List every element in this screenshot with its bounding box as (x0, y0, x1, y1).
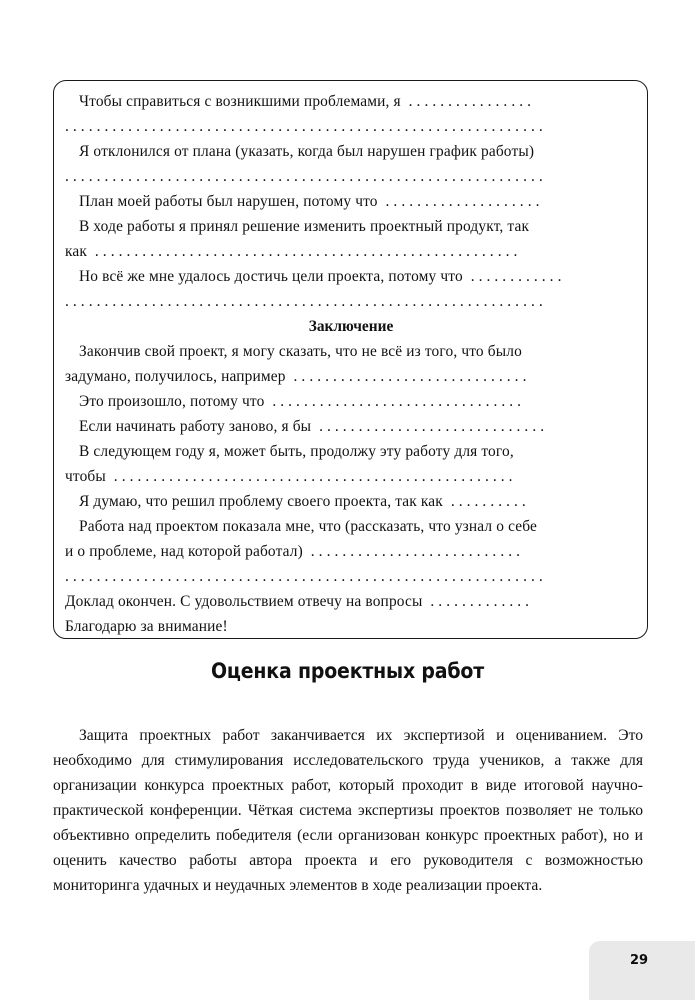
worksheet-prompt-line (65, 614, 637, 639)
worksheet-leader-dots: ........................... (302, 543, 525, 560)
worksheet-leader-dots: ............. (422, 593, 534, 610)
worksheet-prompt-text: Закончив свой проект, я могу сказать, что не всё из того, что было (79, 343, 522, 360)
worksheet-leader-dots: ............................. (311, 418, 549, 435)
worksheet-prompt-line (65, 214, 637, 239)
worksheet-prompt-line (65, 589, 637, 614)
worksheet-leader-dots: ................................................... (105, 468, 517, 485)
worksheet-prompt-text: План моей работы был нарушен, потому что (79, 193, 378, 210)
worksheet-prompt-text: Чтобы справиться с возникшими проблемами, я (79, 93, 401, 110)
worksheet-prompt-text: В ходе работы я принял решение изменить проектный продукт, так (79, 218, 530, 235)
worksheet-prompt-line (65, 539, 637, 564)
worksheet-prompt-text: Работа над проектом показала мне, что (рассказать, что узнал о себе (79, 518, 538, 535)
page-number: 29 (630, 953, 649, 968)
worksheet-prompt-line (65, 439, 637, 464)
worksheet-prompt-text: и о проблеме, над которой работал) (65, 543, 303, 560)
worksheet-prompt-line (65, 139, 637, 164)
worksheet-leader-dots: ............ (462, 268, 566, 285)
page-number-tab (589, 941, 695, 1000)
worksheet-prompt-line (65, 514, 637, 539)
worksheet-prompt-text: В следующем году я, может быть, продолжу эту работу для того, (79, 443, 514, 460)
worksheet-prompt-text: Благодарю за внимание! (65, 618, 228, 635)
worksheet-prompt-text: Но всё же мне удалось достичь цели проекта, потому что (79, 268, 463, 285)
worksheet-prompt-text: как (65, 243, 88, 260)
worksheet-prompt-line (65, 389, 637, 414)
worksheet-prompt-text: Я думаю, что решил проблему своего проекта, так как (79, 493, 443, 510)
worksheet-prompt-line (65, 264, 637, 289)
worksheet-prompt-line (65, 414, 637, 439)
worksheet-leader-dots: ................ (400, 93, 536, 110)
worksheet-prompt-text: задумано, получилось, например (65, 368, 286, 385)
worksheet-prompt-text: чтобы (65, 468, 106, 485)
worksheet-prompt-text: Если начинать работу заново, я бы (79, 418, 312, 435)
worksheet-prompt-line (65, 189, 637, 214)
worksheet-prompt-text: Я отклонился от плана (указать, когда был нарушен график работы) (79, 143, 535, 160)
worksheet-line-list (65, 89, 637, 639)
worksheet-box (53, 80, 648, 639)
worksheet-leader-dots: .......... (442, 493, 530, 510)
worksheet-leader-dots: .............................. (285, 368, 531, 385)
worksheet-dotted-rule: ............................................................. (65, 118, 547, 135)
worksheet-dotted-rule: ............................................................. (65, 293, 547, 310)
worksheet-subheading: Заключение (308, 318, 394, 335)
worksheet-leader-dots: .................... (377, 193, 544, 210)
worksheet-prompt-line (65, 89, 637, 114)
worksheet-leader-dots: ...................................................... (87, 243, 522, 260)
worksheet-prompt-line (65, 464, 637, 489)
worksheet-prompt-text: Это произошло, потому что (79, 393, 265, 410)
worksheet-prompt-line (65, 339, 637, 364)
worksheet-prompt-line (65, 239, 637, 264)
worksheet-dotted-rule: ............................................................. (65, 168, 547, 185)
worksheet-prompt-line (65, 364, 637, 389)
page-title: Оценка проектных работ (210, 659, 485, 684)
worksheet-leader-dots: ................................ (264, 393, 526, 410)
worksheet-prompt-line (65, 489, 637, 514)
worksheet-prompt-text: Доклад окончен. С удовольствием отвечу на вопросы (65, 593, 423, 610)
worksheet-dotted-rule: ............................................................. (65, 568, 547, 585)
body-paragraph: Защита проектных работ заканчивается их экспертизой и оцениванием. Это необходимо для стимулирования исследовательского труда учеников, а также для организации конкурса проектных работ, который проходит в виде итоговой научно-практической конференции. Чёткая система экспертизы проектов позволяет не только объективно определить победителя (если организован конкурс проектных работ), но и оценить качество работы автора проекта и его руководителя с возможностью мониторинга удачных и неудачных элементов в ходе реализации проекта. (53, 726, 643, 895)
